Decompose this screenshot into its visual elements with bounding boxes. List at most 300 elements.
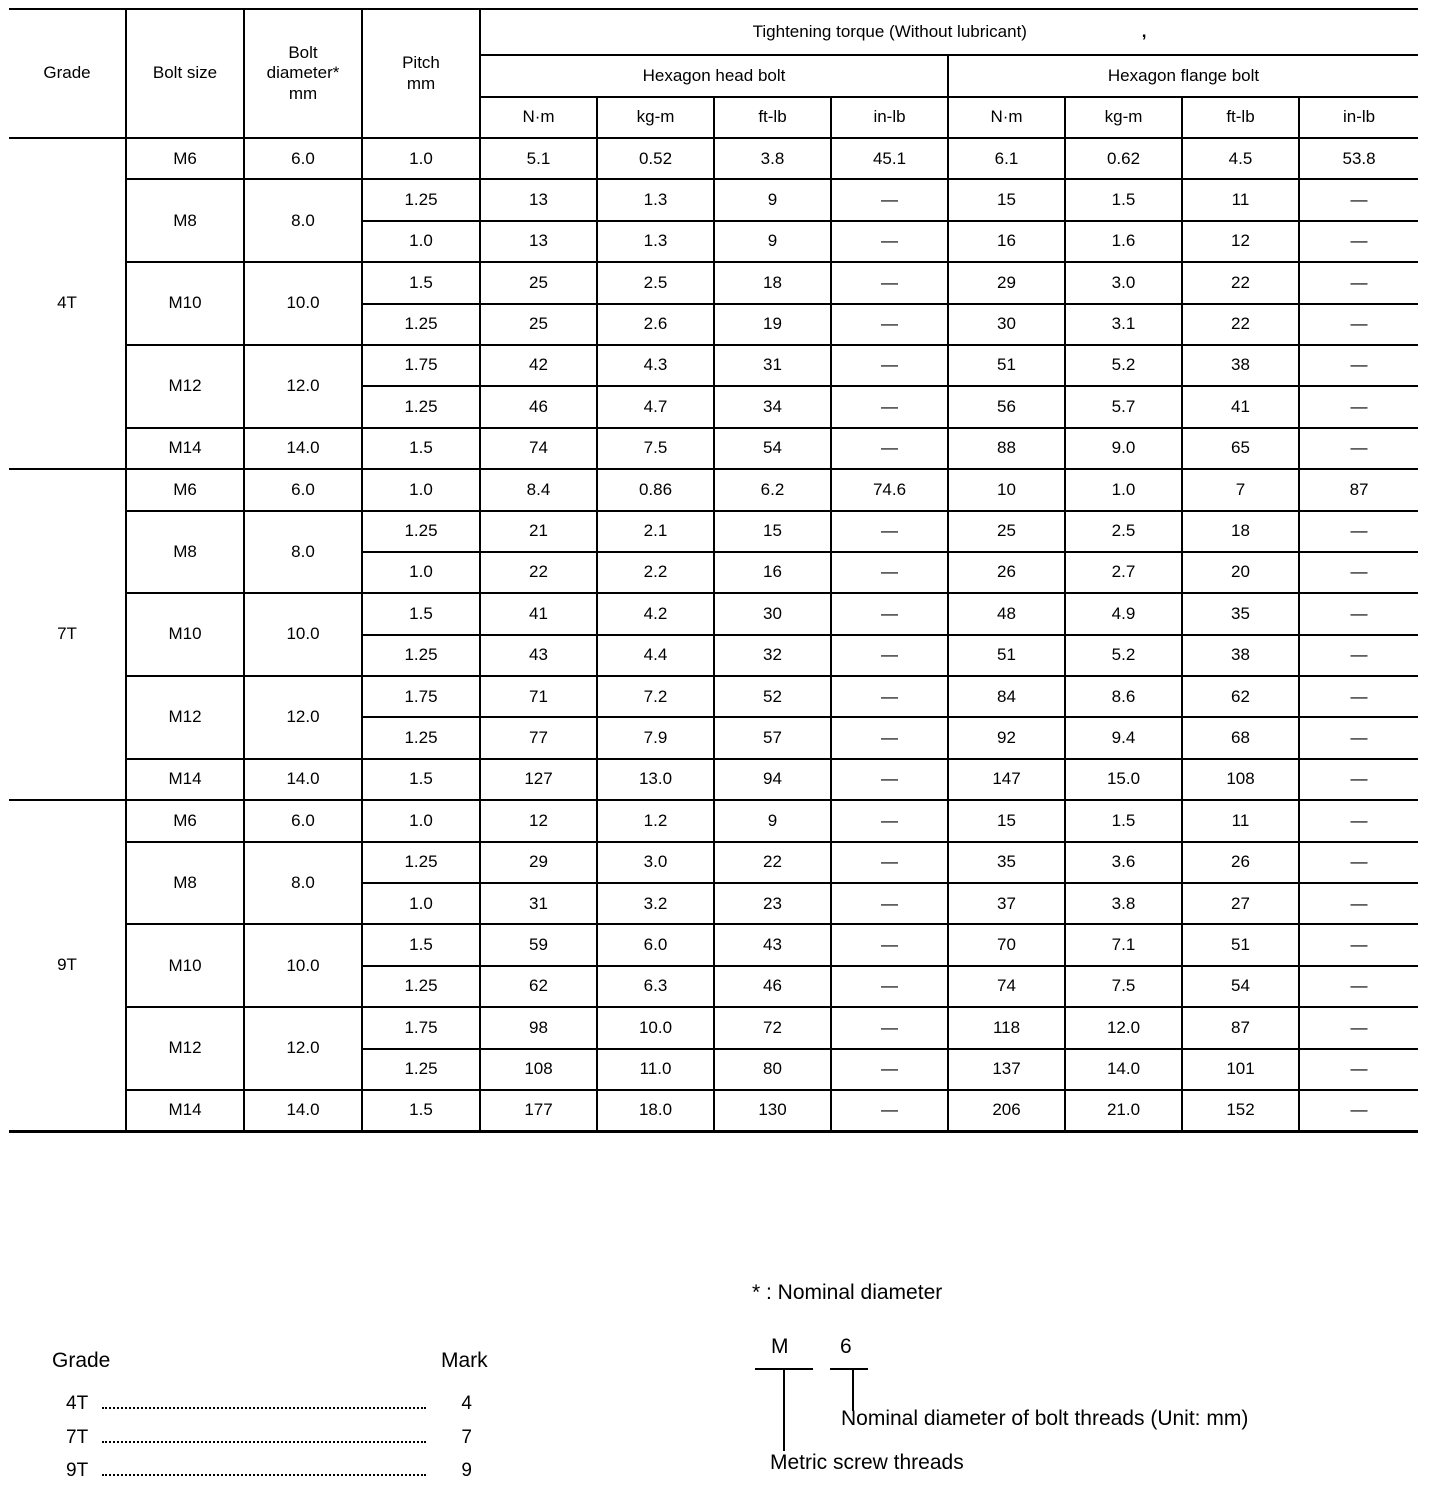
table-row [9, 593, 1418, 634]
torque-value-cell: 52 [714, 676, 831, 717]
torque-value-cell: 72 [714, 1007, 831, 1048]
torque-value-cell: 108 [480, 1049, 597, 1090]
torque-value-cell: 35 [1182, 593, 1299, 634]
torque-value-cell: 15.0 [1065, 759, 1182, 800]
pitch-cell: 1.0 [362, 883, 480, 924]
pitch-cell: 1.25 [362, 179, 480, 220]
bolt-size-cell: M6 [126, 138, 244, 179]
torque-value-cell: — [831, 842, 948, 883]
pitch-cell: 1.5 [362, 593, 480, 634]
torque-value-cell: 84 [948, 676, 1065, 717]
header-unit: N·m [948, 97, 1065, 138]
torque-value-cell: 29 [948, 262, 1065, 303]
torque-value-cell: 7 [1182, 469, 1299, 510]
torque-value-cell: 22 [1182, 262, 1299, 303]
torque-value-cell: 2.6 [597, 304, 714, 345]
header-hexagon-head-bolt: Hexagon head bolt [480, 55, 948, 97]
torque-table [9, 8, 1418, 1133]
torque-value-cell: 62 [1182, 676, 1299, 717]
bolt-size-cell: M8 [126, 179, 244, 262]
torque-value-cell: 74 [480, 428, 597, 469]
torque-value-cell: 51 [1182, 924, 1299, 965]
torque-value-cell: 137 [948, 1049, 1065, 1090]
torque-value-cell: 4.7 [597, 386, 714, 427]
torque-value-cell: 1.3 [597, 221, 714, 262]
header-bolt-size: Bolt size [126, 9, 244, 138]
bolt-diameter-cell: 8.0 [244, 179, 362, 262]
grade-mark-mark: 4 [461, 1393, 472, 1414]
torque-value-cell: 80 [714, 1049, 831, 1090]
header-bolt-diameter: Bolt diameter* mm [244, 9, 362, 138]
torque-value-cell: 46 [714, 966, 831, 1007]
torque-value-cell: 1.3 [597, 179, 714, 220]
torque-value-cell: — [831, 676, 948, 717]
torque-value-cell: 4.9 [1065, 593, 1182, 634]
bolt-size-cell: M6 [126, 469, 244, 510]
torque-value-cell: 88 [948, 428, 1065, 469]
torque-value-cell: 2.5 [1065, 511, 1182, 552]
bolt-size-cell: M12 [126, 345, 244, 428]
torque-value-cell: 10 [948, 469, 1065, 510]
torque-value-cell: — [1299, 759, 1418, 800]
torque-value-cell: 18 [1182, 511, 1299, 552]
torque-value-cell: 6.2 [714, 469, 831, 510]
bolt-size-cell: M10 [126, 593, 244, 676]
torque-value-cell: 4.5 [1182, 138, 1299, 179]
torque-value-cell: 25 [948, 511, 1065, 552]
pitch-cell: 1.0 [362, 221, 480, 262]
torque-value-cell: 71 [480, 676, 597, 717]
torque-value-cell: 130 [714, 1090, 831, 1131]
torque-value-cell: 2.7 [1065, 552, 1182, 593]
pitch-cell: 1.5 [362, 428, 480, 469]
bolt-diameter-cell: 10.0 [244, 262, 362, 345]
pitch-cell: 1.5 [362, 262, 480, 303]
torque-value-cell: 5.2 [1065, 345, 1182, 386]
torque-value-cell: — [1299, 717, 1418, 758]
table-row [9, 800, 1418, 841]
table-row [9, 1090, 1418, 1131]
torque-value-cell: 101 [1182, 1049, 1299, 1090]
grade-mark-grade: 9T [66, 1460, 89, 1481]
table-row [9, 511, 1418, 552]
pitch-cell: 1.75 [362, 345, 480, 386]
torque-value-cell: 20 [1182, 552, 1299, 593]
bolt-size-cell: M14 [126, 759, 244, 800]
torque-value-cell: 48 [948, 593, 1065, 634]
bolt-size-cell: M10 [126, 262, 244, 345]
torque-value-cell: 53.8 [1299, 138, 1418, 179]
torque-value-cell: — [1299, 676, 1418, 717]
torque-value-cell: — [1299, 1090, 1418, 1131]
torque-value-cell: 98 [480, 1007, 597, 1048]
thread-letter: M [771, 1335, 789, 1358]
header-unit: N·m [480, 97, 597, 138]
torque-value-cell: 87 [1299, 469, 1418, 510]
torque-value-cell: 38 [1182, 345, 1299, 386]
torque-value-cell: 46 [480, 386, 597, 427]
torque-value-cell: — [1299, 345, 1418, 386]
torque-value-cell: — [831, 1049, 948, 1090]
torque-value-cell: 70 [948, 924, 1065, 965]
torque-value-cell: 7.2 [597, 676, 714, 717]
torque-value-cell: — [831, 635, 948, 676]
bolt-size-cell: M8 [126, 511, 244, 594]
torque-value-cell: 43 [480, 635, 597, 676]
header-hexagon-flange-bolt: Hexagon flange bolt [948, 55, 1418, 97]
header-unit: in-lb [1299, 97, 1418, 138]
torque-value-cell: 12 [1182, 221, 1299, 262]
torque-value-cell: 5.2 [1065, 635, 1182, 676]
torque-value-cell: 22 [714, 842, 831, 883]
torque-value-cell: 87 [1182, 1007, 1299, 1048]
torque-value-cell: 45.1 [831, 138, 948, 179]
torque-value-cell: 0.86 [597, 469, 714, 510]
torque-value-cell: 37 [948, 883, 1065, 924]
torque-value-cell: 3.1 [1065, 304, 1182, 345]
torque-value-cell: 74.6 [831, 469, 948, 510]
torque-value-cell: 51 [948, 635, 1065, 676]
torque-value-cell: — [1299, 1049, 1418, 1090]
pitch-cell: 1.5 [362, 924, 480, 965]
pitch-cell: 1.25 [362, 386, 480, 427]
torque-value-cell: 7.5 [1065, 966, 1182, 1007]
grade-mark-mark: 7 [461, 1427, 472, 1448]
table-row [9, 179, 1418, 220]
torque-value-cell: 9.4 [1065, 717, 1182, 758]
pitch-cell: 1.0 [362, 469, 480, 510]
torque-value-cell: — [1299, 1007, 1418, 1048]
bolt-diameter-cell: 12.0 [244, 345, 362, 428]
torque-value-cell: 29 [480, 842, 597, 883]
torque-value-cell: 30 [948, 304, 1065, 345]
torque-value-cell: 2.1 [597, 511, 714, 552]
torque-value-cell: 9 [714, 800, 831, 841]
torque-value-cell: 152 [1182, 1090, 1299, 1131]
pitch-cell: 1.0 [362, 800, 480, 841]
bolt-diameter-cell: 14.0 [244, 759, 362, 800]
table-row [9, 924, 1418, 965]
torque-value-cell: — [1299, 428, 1418, 469]
bolt-diameter-cell: 14.0 [244, 1090, 362, 1131]
torque-value-cell: 6.0 [597, 924, 714, 965]
torque-value-cell: — [831, 1090, 948, 1131]
torque-value-cell: — [1299, 386, 1418, 427]
torque-value-cell: 8.4 [480, 469, 597, 510]
torque-value-cell: 6.1 [948, 138, 1065, 179]
torque-value-cell: 31 [714, 345, 831, 386]
bolt-size-cell: M14 [126, 428, 244, 469]
torque-value-cell: — [831, 883, 948, 924]
torque-value-cell: 1.5 [1065, 800, 1182, 841]
bolt-size-cell: M14 [126, 1090, 244, 1131]
thread-number-description: Nominal diameter of bolt threads (Unit: mm) [841, 1407, 1249, 1430]
torque-value-cell: — [831, 759, 948, 800]
grade-cell: 4T [9, 138, 126, 469]
grade-mark-grade: 4T [66, 1393, 89, 1414]
torque-value-cell: 9 [714, 179, 831, 220]
torque-value-cell: 1.2 [597, 800, 714, 841]
torque-value-cell: 6.3 [597, 966, 714, 1007]
torque-value-cell: 147 [948, 759, 1065, 800]
torque-value-cell: 23 [714, 883, 831, 924]
torque-value-cell: 41 [1182, 386, 1299, 427]
torque-value-cell: — [1299, 511, 1418, 552]
torque-value-cell: 13 [480, 221, 597, 262]
grade-mark-row [66, 1393, 476, 1419]
torque-value-cell: 19 [714, 304, 831, 345]
thread-number: 6 [840, 1335, 852, 1358]
table-row [9, 428, 1418, 469]
torque-value-cell: — [831, 924, 948, 965]
bolt-diameter-cell: 10.0 [244, 924, 362, 1007]
torque-value-cell: — [831, 511, 948, 552]
torque-value-cell: 56 [948, 386, 1065, 427]
table-row [9, 676, 1418, 717]
torque-value-cell: — [831, 593, 948, 634]
torque-value-cell: 4.4 [597, 635, 714, 676]
torque-value-cell: 108 [1182, 759, 1299, 800]
torque-value-cell: 3.2 [597, 883, 714, 924]
pitch-cell: 1.75 [362, 676, 480, 717]
torque-value-cell: — [831, 428, 948, 469]
torque-value-cell: 57 [714, 717, 831, 758]
torque-value-cell: 5.7 [1065, 386, 1182, 427]
torque-value-cell: — [831, 179, 948, 220]
torque-value-cell: — [831, 221, 948, 262]
pitch-cell: 1.75 [362, 1007, 480, 1048]
torque-value-cell: — [831, 345, 948, 386]
grade-legend-heading: Grade [52, 1349, 111, 1372]
torque-value-cell: 8.6 [1065, 676, 1182, 717]
torque-value-cell: — [831, 1007, 948, 1048]
torque-value-cell: 16 [714, 552, 831, 593]
torque-value-cell: 3.0 [1065, 262, 1182, 303]
bolt-diameter-cell: 6.0 [244, 800, 362, 841]
torque-value-cell: 21.0 [1065, 1090, 1182, 1131]
mark-legend-heading: Mark [441, 1349, 488, 1372]
torque-value-cell: 10.0 [597, 1007, 714, 1048]
grade-mark-mark: 9 [461, 1460, 472, 1481]
torque-value-cell: — [1299, 304, 1418, 345]
table-row [9, 759, 1418, 800]
torque-value-cell: 3.8 [714, 138, 831, 179]
torque-value-cell: 18.0 [597, 1090, 714, 1131]
pitch-cell: 1.5 [362, 759, 480, 800]
header-unit: ft-lb [1182, 97, 1299, 138]
pitch-cell: 1.25 [362, 717, 480, 758]
torque-value-cell: — [831, 304, 948, 345]
bolt-diameter-cell: 6.0 [244, 469, 362, 510]
torque-value-cell: 3.0 [597, 842, 714, 883]
torque-value-cell: 11 [1182, 179, 1299, 220]
bolt-size-cell: M8 [126, 842, 244, 925]
torque-value-cell: 21 [480, 511, 597, 552]
torque-value-cell: 22 [480, 552, 597, 593]
table-row [9, 345, 1418, 386]
torque-value-cell: 7.5 [597, 428, 714, 469]
grade-mark-grade: 7T [66, 1427, 89, 1448]
torque-value-cell: 206 [948, 1090, 1065, 1131]
torque-title-text: Tightening torque (Without lubricant) [752, 21, 1027, 41]
torque-value-cell: 7.9 [597, 717, 714, 758]
leader-dots [102, 1474, 426, 1476]
torque-value-cell: 30 [714, 593, 831, 634]
torque-value-cell: 26 [1182, 842, 1299, 883]
torque-value-cell: 41 [480, 593, 597, 634]
header-unit: kg-m [1065, 97, 1182, 138]
grade-mark-row [66, 1427, 476, 1453]
torque-value-cell: — [831, 800, 948, 841]
torque-value-cell: 94 [714, 759, 831, 800]
torque-value-cell: — [1299, 966, 1418, 1007]
table-row [9, 1007, 1418, 1048]
torque-value-cell: 34 [714, 386, 831, 427]
bolt-diameter-cell: 8.0 [244, 842, 362, 925]
torque-value-cell: 11 [1182, 800, 1299, 841]
torque-value-cell: — [1299, 262, 1418, 303]
header-pitch: Pitch mm [362, 9, 480, 138]
bolt-diameter-cell: 12.0 [244, 1007, 362, 1090]
torque-value-cell: 11.0 [597, 1049, 714, 1090]
torque-value-cell: 92 [948, 717, 1065, 758]
torque-value-cell: 13.0 [597, 759, 714, 800]
torque-value-cell: 77 [480, 717, 597, 758]
torque-value-cell: 65 [1182, 428, 1299, 469]
leader-dots [102, 1407, 426, 1409]
torque-value-cell: 127 [480, 759, 597, 800]
torque-value-cell: — [831, 262, 948, 303]
bolt-size-cell: M10 [126, 924, 244, 1007]
torque-value-cell: 25 [480, 304, 597, 345]
pitch-cell: 1.25 [362, 1049, 480, 1090]
header-unit: kg-m [597, 97, 714, 138]
header-unit: in-lb [831, 97, 948, 138]
torque-value-cell: 22 [1182, 304, 1299, 345]
torque-value-cell: — [1299, 593, 1418, 634]
torque-value-cell: 1.0 [1065, 469, 1182, 510]
torque-value-cell: 9.0 [1065, 428, 1182, 469]
torque-value-cell: 15 [714, 511, 831, 552]
torque-value-cell: — [1299, 635, 1418, 676]
thread-number-leader [852, 1369, 854, 1411]
torque-value-cell: 14.0 [1065, 1049, 1182, 1090]
torque-value-cell: 51 [948, 345, 1065, 386]
table-row [9, 262, 1418, 303]
torque-value-cell: 4.2 [597, 593, 714, 634]
torque-value-cell: 62 [480, 966, 597, 1007]
torque-value-cell: 42 [480, 345, 597, 386]
pitch-cell: 1.0 [362, 138, 480, 179]
bolt-diameter-cell: 10.0 [244, 593, 362, 676]
grade-cell: 7T [9, 469, 126, 800]
header-unit: ft-lb [714, 97, 831, 138]
torque-value-cell: 59 [480, 924, 597, 965]
torque-value-cell: — [1299, 179, 1418, 220]
grade-cell: 9T [9, 800, 126, 1131]
torque-value-cell: 54 [1182, 966, 1299, 1007]
torque-value-cell: 38 [1182, 635, 1299, 676]
header-torque-title [480, 9, 1418, 55]
torque-value-cell: 3.8 [1065, 883, 1182, 924]
pitch-cell: 1.25 [362, 842, 480, 883]
torque-value-cell: 26 [948, 552, 1065, 593]
torque-value-cell: 15 [948, 800, 1065, 841]
torque-value-cell: 25 [480, 262, 597, 303]
torque-value-cell: 31 [480, 883, 597, 924]
torque-value-cell: 2.5 [597, 262, 714, 303]
thread-number-bracket [830, 1368, 868, 1370]
torque-value-cell: 27 [1182, 883, 1299, 924]
torque-value-cell: — [1299, 883, 1418, 924]
torque-value-cell: 12 [480, 800, 597, 841]
bolt-diameter-cell: 12.0 [244, 676, 362, 759]
torque-value-cell: 16 [948, 221, 1065, 262]
torque-value-cell: 35 [948, 842, 1065, 883]
leader-dots [102, 1441, 426, 1443]
torque-value-cell: — [831, 966, 948, 1007]
torque-value-cell: 177 [480, 1090, 597, 1131]
header-grade: Grade [9, 9, 126, 138]
torque-value-cell: 0.52 [597, 138, 714, 179]
torque-value-cell: 1.6 [1065, 221, 1182, 262]
torque-value-cell: — [1299, 800, 1418, 841]
torque-value-cell: 74 [948, 966, 1065, 1007]
torque-value-cell: 1.5 [1065, 179, 1182, 220]
torque-value-cell: 9 [714, 221, 831, 262]
thread-letter-description: Metric screw threads [770, 1451, 964, 1474]
torque-value-cell: 7.1 [1065, 924, 1182, 965]
torque-value-cell: — [1299, 842, 1418, 883]
torque-value-cell: 4.3 [597, 345, 714, 386]
torque-value-cell: 15 [948, 179, 1065, 220]
pitch-cell: 1.5 [362, 1090, 480, 1131]
pitch-cell: 1.0 [362, 552, 480, 593]
torque-title-mark: , [1141, 21, 1147, 41]
torque-value-cell: — [1299, 552, 1418, 593]
torque-value-cell: 2.2 [597, 552, 714, 593]
torque-value-cell: 68 [1182, 717, 1299, 758]
torque-value-cell: — [831, 386, 948, 427]
pitch-cell: 1.25 [362, 304, 480, 345]
torque-value-cell: 12.0 [1065, 1007, 1182, 1048]
table-row [9, 842, 1418, 883]
torque-value-cell: — [831, 552, 948, 593]
pitch-cell: 1.25 [362, 635, 480, 676]
torque-value-cell: — [1299, 221, 1418, 262]
bolt-diameter-cell: 6.0 [244, 138, 362, 179]
bolt-diameter-cell: 8.0 [244, 511, 362, 594]
table-row [9, 138, 1418, 179]
torque-value-cell: 5.1 [480, 138, 597, 179]
torque-value-cell: 3.6 [1065, 842, 1182, 883]
table-row [9, 469, 1418, 510]
footnote-nominal-diameter: * : Nominal diameter [752, 1281, 943, 1304]
thread-letter-leader [783, 1369, 785, 1451]
torque-value-cell: 18 [714, 262, 831, 303]
thread-designation-diagram [755, 1335, 1375, 1485]
bolt-diameter-cell: 14.0 [244, 428, 362, 469]
grade-mark-row [66, 1460, 476, 1486]
torque-value-cell: 43 [714, 924, 831, 965]
bolt-size-cell: M12 [126, 676, 244, 759]
torque-value-cell: — [1299, 924, 1418, 965]
torque-value-cell: — [831, 717, 948, 758]
torque-value-cell: 118 [948, 1007, 1065, 1048]
torque-value-cell: 13 [480, 179, 597, 220]
pitch-cell: 1.25 [362, 966, 480, 1007]
torque-value-cell: 54 [714, 428, 831, 469]
